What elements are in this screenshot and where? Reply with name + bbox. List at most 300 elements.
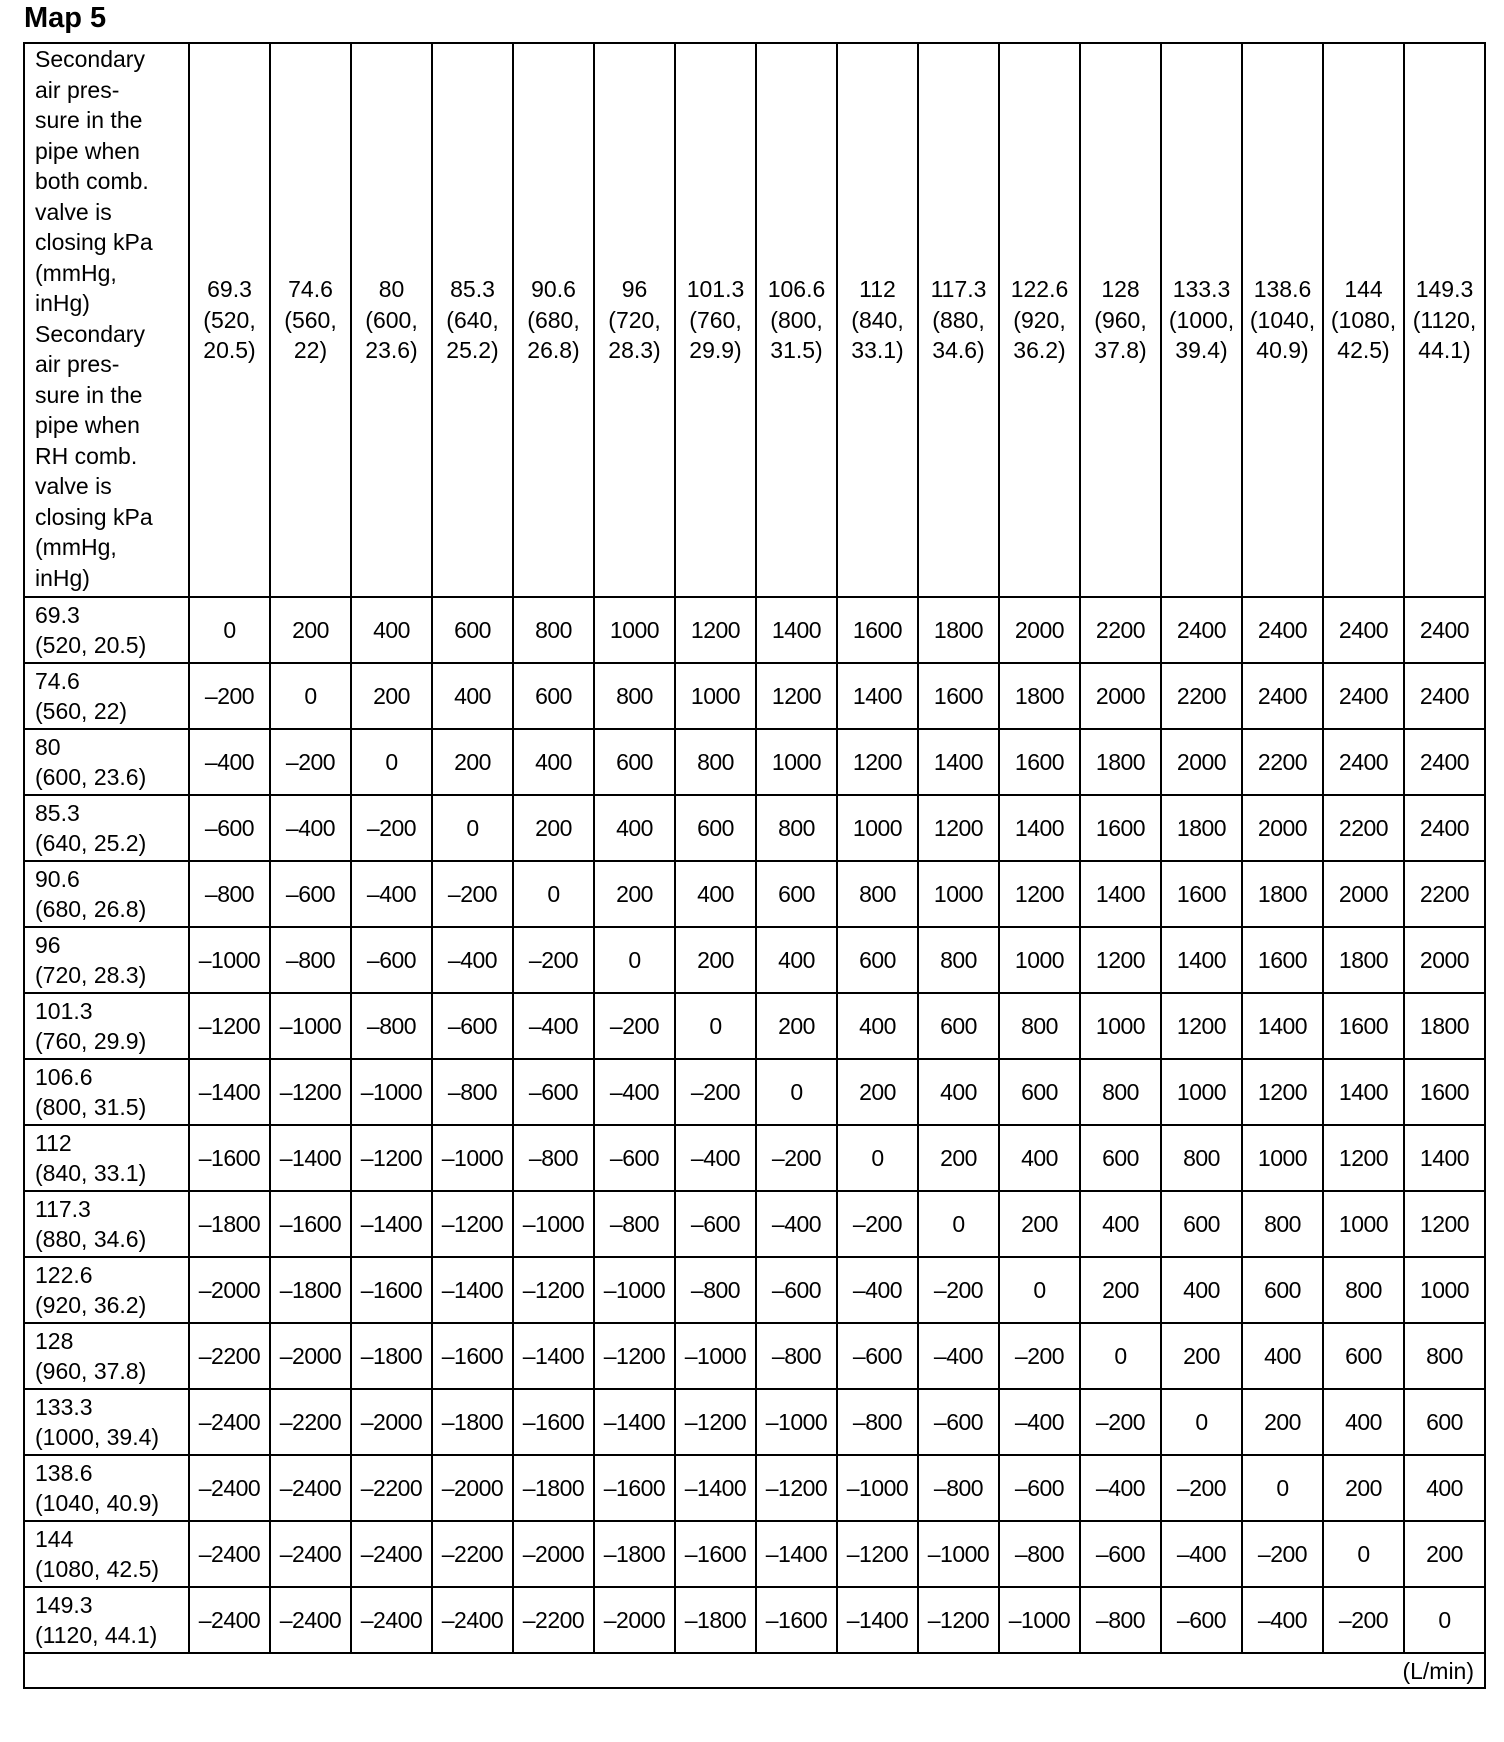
table-cell: –1400 <box>351 1191 432 1257</box>
table-cell: –200 <box>837 1191 918 1257</box>
column-header-line: 96 <box>621 276 648 303</box>
table-cell: 600 <box>837 927 918 993</box>
table-cell: 1000 <box>1404 1257 1485 1323</box>
map-table-body <box>24 43 1485 1688</box>
table-cell: –400 <box>918 1323 999 1389</box>
table-cell: –400 <box>837 1257 918 1323</box>
table-cell: 1800 <box>1161 795 1242 861</box>
corner-header-line: Secondary <box>35 46 145 72</box>
table-cell: –800 <box>189 861 270 927</box>
row-header-line: (920, 36.2) <box>35 1292 147 1318</box>
table-cell: 2000 <box>1080 663 1161 729</box>
table-cell: 1000 <box>1080 993 1161 1059</box>
table-cell: –200 <box>1242 1521 1323 1587</box>
row-header-line: 85.3 <box>35 799 80 826</box>
table-cell: 200 <box>1323 1455 1404 1521</box>
table-cell: –200 <box>351 795 432 861</box>
table-cell: 2400 <box>1404 597 1485 663</box>
column-header-line: (800, <box>770 306 823 333</box>
row-header-cell <box>24 1587 189 1653</box>
column-header-line: 144 <box>1344 276 1383 303</box>
table-cell: 1400 <box>1323 1059 1404 1125</box>
row-header-line: (520, 20.5) <box>35 632 147 658</box>
corner-header-line: valve is <box>35 198 112 225</box>
table-cell: 1800 <box>1242 861 1323 927</box>
table-cell: –1400 <box>513 1323 594 1389</box>
table-row <box>24 795 1485 861</box>
row-header-line: (640, 25.2) <box>35 830 147 856</box>
table-cell: 1000 <box>675 663 756 729</box>
table-cell: 600 <box>1242 1257 1323 1323</box>
table-cell: 2000 <box>999 597 1080 663</box>
table-cell: –2400 <box>351 1521 432 1587</box>
column-header-line: 149.3 <box>1415 276 1474 303</box>
table-cell: –1400 <box>756 1521 837 1587</box>
table-cell: 1800 <box>918 597 999 663</box>
table-cell: –1200 <box>756 1455 837 1521</box>
table-cell: –200 <box>999 1323 1080 1389</box>
row-header-line: 106.6 <box>35 1063 93 1090</box>
row-header-line: (720, 28.3) <box>35 962 147 988</box>
table-cell: 200 <box>513 795 594 861</box>
row-header-line: 80 <box>35 733 61 760</box>
table-cell: –600 <box>270 861 351 927</box>
column-header-line: 106.6 <box>767 276 826 303</box>
table-cell: –2400 <box>270 1521 351 1587</box>
table-cell: –200 <box>756 1125 837 1191</box>
table-cell: 1000 <box>1323 1191 1404 1257</box>
unit-row <box>24 1653 1485 1688</box>
row-header-cell <box>24 993 189 1059</box>
table-cell: 0 <box>918 1191 999 1257</box>
column-header-line: 128 <box>1101 276 1140 303</box>
row-header-line: (1000, 39.4) <box>35 1424 160 1450</box>
table-cell: –400 <box>1161 1521 1242 1587</box>
table-cell: 2200 <box>1323 795 1404 861</box>
corner-header-line: air pres- <box>35 76 120 103</box>
table-cell: 0 <box>513 861 594 927</box>
column-header-line: 138.6 <box>1253 276 1312 303</box>
column-header-line: 29.9) <box>689 337 742 364</box>
table-cell: –600 <box>756 1257 837 1323</box>
table-cell: 0 <box>1404 1587 1485 1653</box>
row-header-cell <box>24 597 189 663</box>
column-header-line: (1000, <box>1168 306 1235 333</box>
table-cell: 2400 <box>1323 729 1404 795</box>
table-cell: 0 <box>351 729 432 795</box>
table-cell: –600 <box>918 1389 999 1455</box>
table-cell: 400 <box>513 729 594 795</box>
table-cell: 600 <box>594 729 675 795</box>
column-header-line: 74.6 <box>288 276 333 303</box>
table-row <box>24 663 1485 729</box>
table-cell: 0 <box>270 663 351 729</box>
table-cell: 800 <box>1161 1125 1242 1191</box>
table-cell: 600 <box>1080 1125 1161 1191</box>
table-cell: –1400 <box>675 1455 756 1521</box>
table-cell: –1800 <box>432 1389 513 1455</box>
table-cell: 200 <box>918 1125 999 1191</box>
row-header-line: (560, 22) <box>35 698 128 724</box>
table-cell: –1200 <box>837 1521 918 1587</box>
table-cell: –400 <box>594 1059 675 1125</box>
table-cell: 800 <box>513 597 594 663</box>
table-cell: –1800 <box>351 1323 432 1389</box>
row-header-cell <box>24 927 189 993</box>
table-cell: –2200 <box>351 1455 432 1521</box>
table-cell: 2400 <box>1323 663 1404 729</box>
row-header-cell <box>24 1323 189 1389</box>
table-cell: –1600 <box>756 1587 837 1653</box>
table-cell: 200 <box>351 663 432 729</box>
table-cell: 1000 <box>1161 1059 1242 1125</box>
column-header-line: (880, <box>932 306 985 333</box>
table-cell: –800 <box>351 993 432 1059</box>
map-table <box>23 42 1486 1689</box>
table-cell: 1200 <box>837 729 918 795</box>
table-cell: 1600 <box>837 597 918 663</box>
row-header-cell <box>24 1521 189 1587</box>
table-cell: –800 <box>270 927 351 993</box>
table-cell: –1000 <box>270 993 351 1059</box>
table-cell: 600 <box>513 663 594 729</box>
table-cell: 2200 <box>1242 729 1323 795</box>
column-header-line: (720, <box>608 306 661 333</box>
corner-header-line: closing kPa <box>35 503 153 530</box>
table-cell: 600 <box>918 993 999 1059</box>
table-row <box>24 1389 1485 1455</box>
row-header-line: 90.6 <box>35 865 80 892</box>
column-header-cell <box>189 43 270 597</box>
table-cell: –2400 <box>270 1587 351 1653</box>
table-cell: 800 <box>756 795 837 861</box>
table-cell: –1200 <box>270 1059 351 1125</box>
row-header-line: (680, 26.8) <box>35 896 147 922</box>
table-row <box>24 1125 1485 1191</box>
column-header-line: 69.3 <box>207 276 252 303</box>
column-header-line: 117.3 <box>930 276 987 303</box>
table-cell: –600 <box>1080 1521 1161 1587</box>
table-cell: –800 <box>837 1389 918 1455</box>
table-cell: –1000 <box>675 1323 756 1389</box>
column-header-line: 28.3) <box>608 337 661 364</box>
column-header-line: 90.6 <box>531 276 576 303</box>
table-cell: –600 <box>513 1059 594 1125</box>
table-cell: 2400 <box>1242 663 1323 729</box>
table-cell: –2200 <box>432 1521 513 1587</box>
table-cell: –2400 <box>189 1455 270 1521</box>
row-header-line: 133.3 <box>35 1393 93 1420</box>
table-row <box>24 729 1485 795</box>
table-cell: 400 <box>1242 1323 1323 1389</box>
column-header-cell <box>1323 43 1404 597</box>
table-cell: 800 <box>1323 1257 1404 1323</box>
column-header-line: (1040, <box>1249 306 1316 333</box>
table-cell: –400 <box>756 1191 837 1257</box>
column-header-cell <box>999 43 1080 597</box>
row-header-line: (840, 33.1) <box>35 1160 147 1186</box>
table-cell: –1000 <box>756 1389 837 1455</box>
header-row <box>24 43 1485 597</box>
table-cell: –2200 <box>513 1587 594 1653</box>
table-row <box>24 1323 1485 1389</box>
table-cell: 1000 <box>999 927 1080 993</box>
column-header-cell <box>513 43 594 597</box>
table-cell: 200 <box>432 729 513 795</box>
table-cell: –2000 <box>513 1521 594 1587</box>
table-cell: 200 <box>1161 1323 1242 1389</box>
corner-header-line: sure in the <box>35 107 143 133</box>
corner-header-line: RH comb. <box>35 442 138 469</box>
column-header-line: (560, <box>284 306 337 333</box>
column-header-line: 85.3 <box>450 276 495 303</box>
table-cell: 1200 <box>675 597 756 663</box>
corner-header-line: closing kPa <box>35 229 153 255</box>
table-cell: 1400 <box>1080 861 1161 927</box>
table-cell: –600 <box>675 1191 756 1257</box>
table-cell: 0 <box>756 1059 837 1125</box>
table-cell: 1800 <box>1404 993 1485 1059</box>
table-row <box>24 927 1485 993</box>
table-cell: –1600 <box>432 1323 513 1389</box>
table-cell: 1000 <box>837 795 918 861</box>
corner-header-line: Secondary <box>35 320 145 347</box>
table-cell: –1000 <box>432 1125 513 1191</box>
table-cell: 800 <box>675 729 756 795</box>
table-cell: –1600 <box>189 1125 270 1191</box>
column-header-line: (760, <box>689 306 742 333</box>
table-cell: 2400 <box>1404 795 1485 861</box>
table-cell: 0 <box>1080 1323 1161 1389</box>
column-header-line: 33.1) <box>851 337 904 364</box>
table-cell: –1400 <box>594 1389 675 1455</box>
table-cell: –400 <box>189 729 270 795</box>
table-cell: 1200 <box>1161 993 1242 1059</box>
table-cell: 1400 <box>999 795 1080 861</box>
table-cell: –2200 <box>270 1389 351 1455</box>
corner-header-line: inHg) <box>35 564 90 591</box>
table-cell: 1600 <box>1404 1059 1485 1125</box>
table-cell: 0 <box>432 795 513 861</box>
column-header-cell <box>675 43 756 597</box>
corner-header-line: both comb. <box>35 168 149 194</box>
column-header-line: (920, <box>1013 306 1066 333</box>
row-header-cell <box>24 1257 189 1323</box>
table-cell: 0 <box>999 1257 1080 1323</box>
row-header-line: 144 <box>35 1525 74 1552</box>
row-header-cell <box>24 1191 189 1257</box>
row-header-cell <box>24 1389 189 1455</box>
table-cell: 1600 <box>918 663 999 729</box>
column-header-line: (520, <box>203 306 256 333</box>
table-cell: –1800 <box>513 1455 594 1521</box>
table-cell: 0 <box>1242 1455 1323 1521</box>
table-cell: 1000 <box>918 861 999 927</box>
row-header-line: 149.3 <box>35 1591 93 1618</box>
corner-header-line: (mmHg, <box>35 534 117 560</box>
table-cell: 1600 <box>999 729 1080 795</box>
table-cell: –400 <box>1242 1587 1323 1653</box>
table-cell: 2000 <box>1404 927 1485 993</box>
table-cell: 800 <box>837 861 918 927</box>
table-cell: –600 <box>432 993 513 1059</box>
table-cell: –1800 <box>594 1521 675 1587</box>
table-cell: –2400 <box>270 1455 351 1521</box>
table-cell: 1600 <box>1161 861 1242 927</box>
table-cell: 1400 <box>837 663 918 729</box>
table-cell: 1200 <box>756 663 837 729</box>
table-cell: 400 <box>837 993 918 1059</box>
table-cell: –2400 <box>189 1587 270 1653</box>
table-cell: –400 <box>513 993 594 1059</box>
table-cell: –400 <box>270 795 351 861</box>
table-cell: –1000 <box>837 1455 918 1521</box>
row-header-line: 117.3 <box>35 1195 91 1222</box>
table-cell: –200 <box>1080 1389 1161 1455</box>
row-header-line: (1080, 42.5) <box>35 1556 160 1582</box>
column-header-line: (840, <box>851 306 904 333</box>
table-cell: 800 <box>1242 1191 1323 1257</box>
column-header-line: 122.6 <box>1010 276 1069 303</box>
table-cell: –1600 <box>270 1191 351 1257</box>
table-cell: 400 <box>999 1125 1080 1191</box>
table-cell: –400 <box>432 927 513 993</box>
table-cell: 400 <box>351 597 432 663</box>
table-cell: 1400 <box>1242 993 1323 1059</box>
table-cell: –1000 <box>189 927 270 993</box>
table-row <box>24 1257 1485 1323</box>
row-header-cell <box>24 1059 189 1125</box>
corner-header-line: air pres- <box>35 351 120 377</box>
table-cell: 2200 <box>1161 663 1242 729</box>
column-header-line: 37.8) <box>1094 337 1147 364</box>
table-cell: –800 <box>999 1521 1080 1587</box>
page-title: Map 5 <box>24 2 107 34</box>
row-header-line: (600, 23.6) <box>35 764 147 790</box>
row-header-line: (1040, 40.9) <box>35 1490 160 1516</box>
table-cell: 1200 <box>1242 1059 1323 1125</box>
table-row <box>24 1059 1485 1125</box>
unit-label: (L/min) <box>24 1653 1485 1688</box>
table-cell: 0 <box>594 927 675 993</box>
row-header-line: 122.6 <box>35 1261 93 1288</box>
table-cell: 400 <box>594 795 675 861</box>
table-cell: 600 <box>999 1059 1080 1125</box>
table-cell: 1800 <box>1080 729 1161 795</box>
table-cell: 1600 <box>1080 795 1161 861</box>
table-cell: 200 <box>594 861 675 927</box>
table-cell: 800 <box>918 927 999 993</box>
table-cell: –2000 <box>351 1389 432 1455</box>
table-cell: 200 <box>675 927 756 993</box>
table-cell: 400 <box>432 663 513 729</box>
table-cell: 400 <box>918 1059 999 1125</box>
table-cell: 200 <box>1080 1257 1161 1323</box>
column-header-line: 133.3 <box>1172 276 1231 303</box>
table-cell: 200 <box>1242 1389 1323 1455</box>
row-header-cell <box>24 663 189 729</box>
corner-header-line: sure in the <box>35 381 143 408</box>
table-row <box>24 993 1485 1059</box>
column-header-cell <box>594 43 675 597</box>
column-header-cell <box>1404 43 1485 597</box>
table-cell: 200 <box>999 1191 1080 1257</box>
row-header-line: 96 <box>35 931 61 958</box>
table-cell: 600 <box>432 597 513 663</box>
table-cell: 1400 <box>756 597 837 663</box>
column-header-cell <box>756 43 837 597</box>
table-cell: 1000 <box>756 729 837 795</box>
column-header-line: 34.6) <box>932 337 985 364</box>
table-cell: –1400 <box>270 1125 351 1191</box>
table-cell: 2400 <box>1404 729 1485 795</box>
table-row <box>24 1587 1485 1653</box>
table-cell: –1000 <box>594 1257 675 1323</box>
column-header-line: 23.6) <box>365 337 418 364</box>
column-header-line: 20.5) <box>203 337 256 364</box>
table-cell: –1200 <box>432 1191 513 1257</box>
table-cell: –800 <box>756 1323 837 1389</box>
column-header-cell <box>837 43 918 597</box>
column-header-line: 26.8) <box>527 337 580 364</box>
table-row <box>24 597 1485 663</box>
row-header-line: (960, 37.8) <box>35 1358 147 1384</box>
table-cell: 1800 <box>1323 927 1404 993</box>
table-cell: –800 <box>675 1257 756 1323</box>
table-cell: 200 <box>837 1059 918 1125</box>
corner-header-line: inHg) <box>35 290 90 316</box>
table-cell: –1400 <box>189 1059 270 1125</box>
table-cell: –200 <box>1323 1587 1404 1653</box>
column-header-line: (680, <box>527 306 580 333</box>
corner-header-line: pipe when <box>35 412 140 438</box>
table-cell: –600 <box>351 927 432 993</box>
table-cell: –2000 <box>594 1587 675 1653</box>
row-header-line: 101.3 <box>35 997 93 1024</box>
corner-header-line: pipe when <box>35 137 140 164</box>
table-cell: 2400 <box>1404 663 1485 729</box>
table-cell: –1000 <box>918 1521 999 1587</box>
table-cell: –400 <box>999 1389 1080 1455</box>
row-header-cell <box>24 1125 189 1191</box>
table-cell: 1200 <box>918 795 999 861</box>
row-header-line: 112 <box>35 1129 72 1156</box>
table-cell: 200 <box>1404 1521 1485 1587</box>
table-cell: –1000 <box>513 1191 594 1257</box>
column-header-line: (640, <box>446 306 499 333</box>
row-header-line: 69.3 <box>35 601 80 628</box>
table-cell: 2200 <box>1080 597 1161 663</box>
table-cell: 200 <box>756 993 837 1059</box>
table-cell: –2000 <box>189 1257 270 1323</box>
table-cell: 2000 <box>1161 729 1242 795</box>
table-cell: 1400 <box>1161 927 1242 993</box>
column-header-line: 22) <box>293 337 328 364</box>
table-cell: –1600 <box>594 1455 675 1521</box>
table-cell: –1200 <box>189 993 270 1059</box>
column-header-line: 44.1) <box>1418 337 1471 364</box>
table-cell: –1000 <box>999 1587 1080 1653</box>
table-cell: 800 <box>594 663 675 729</box>
table-cell: –1800 <box>675 1587 756 1653</box>
table-cell: 1600 <box>1242 927 1323 993</box>
table-cell: –1600 <box>351 1257 432 1323</box>
table-row <box>24 861 1485 927</box>
table-cell: –2400 <box>351 1587 432 1653</box>
table-cell: –2200 <box>189 1323 270 1389</box>
row-header-line: 74.6 <box>35 667 80 694</box>
column-header-line: (1080, <box>1330 306 1397 333</box>
